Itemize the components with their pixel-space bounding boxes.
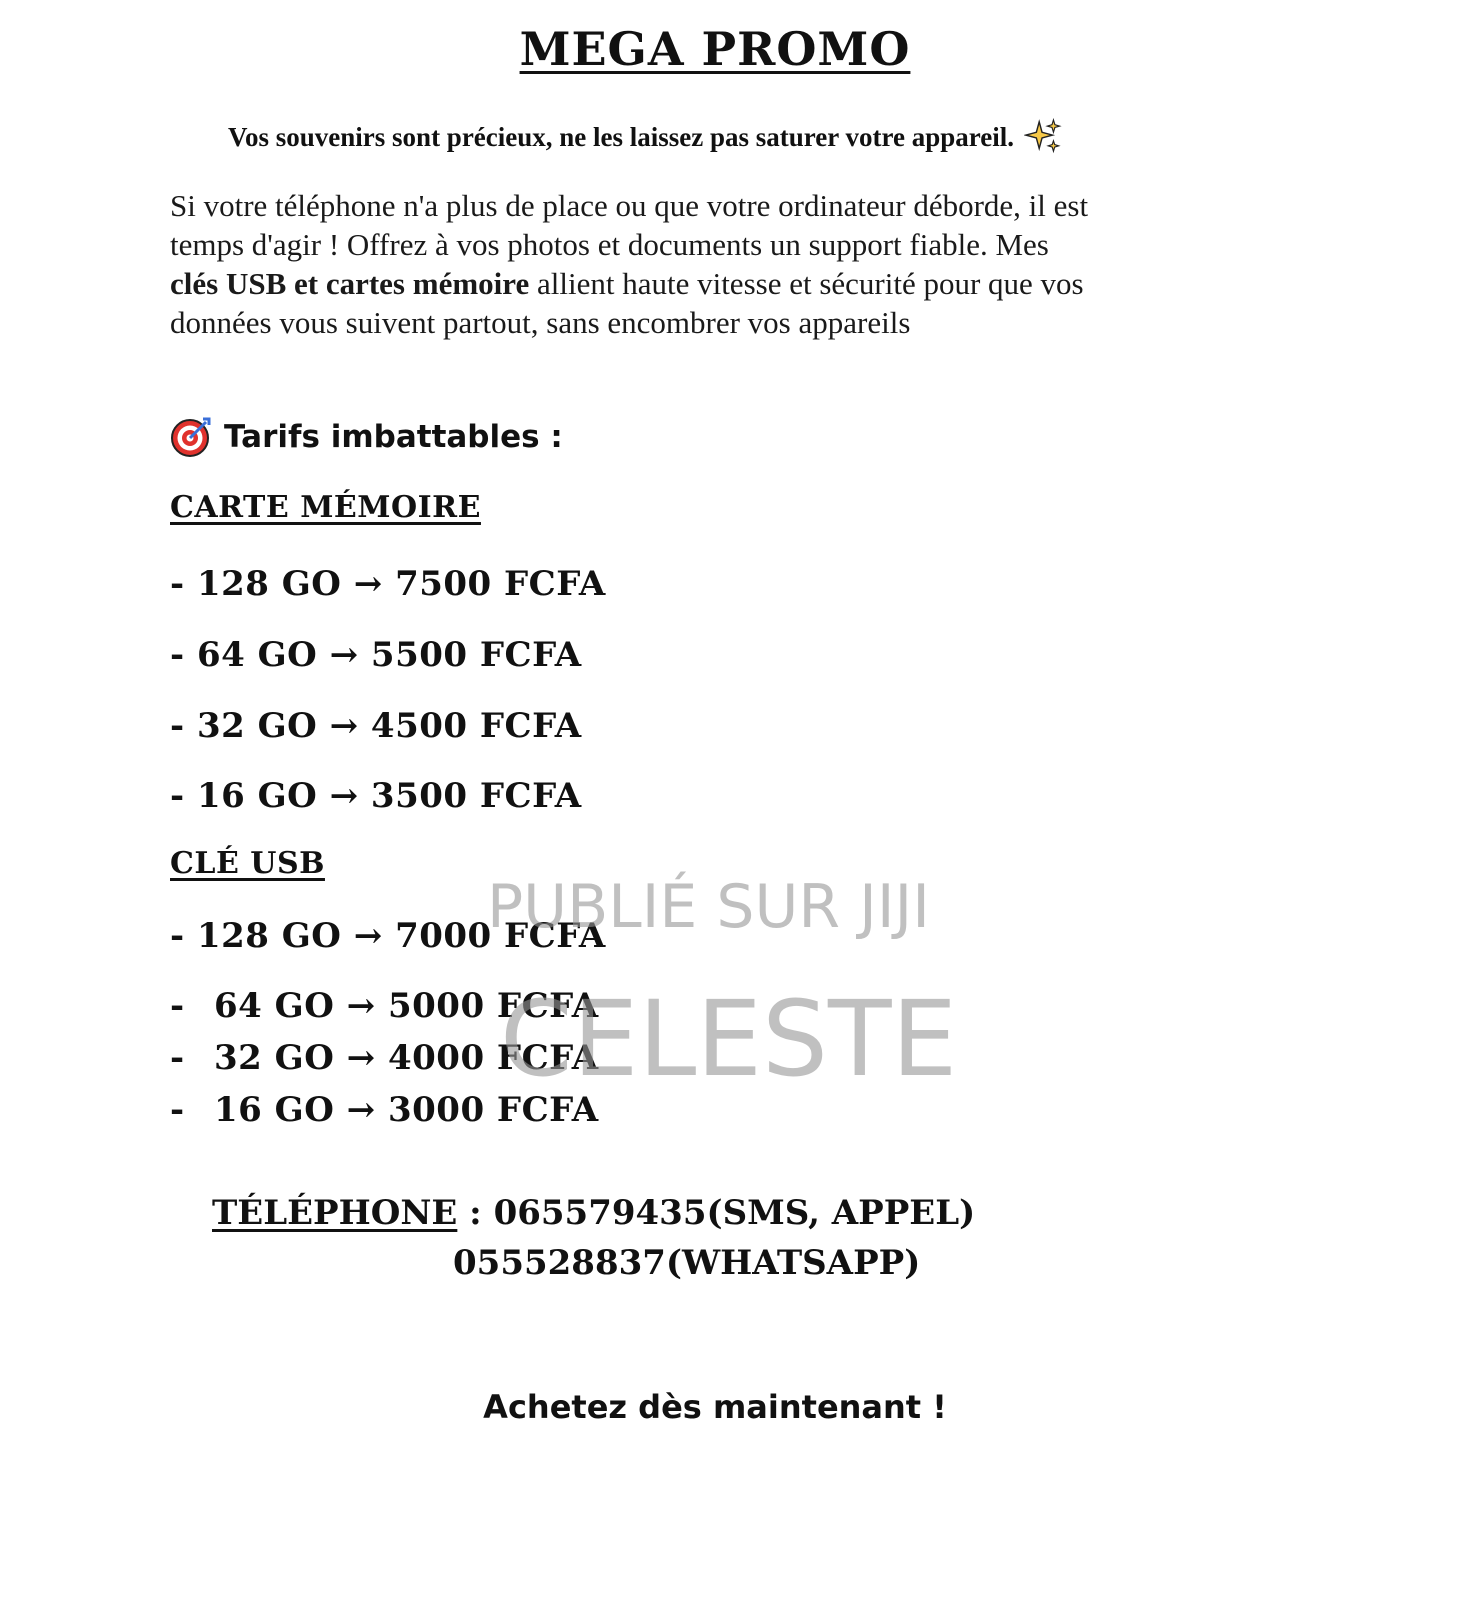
usb-price-32: - 32 GO → 4000 FCFA: [170, 1038, 599, 1078]
memory-card-price-64: - 64 GO → 5500 FCFA: [170, 635, 582, 675]
phone-line-1: [212, 1188, 975, 1238]
tarifs-heading-text: Tarifs imbattables :: [224, 419, 563, 455]
tarifs-heading: [170, 416, 563, 458]
usb-price-128: - 128 GO → 7000 FCFA: [170, 916, 606, 956]
price-text: 32 GO → 4000 FCFA: [214, 1038, 599, 1078]
phone-number-whatsapp[interactable]: 055528837(WHATSAPP): [453, 1243, 921, 1283]
usb-key-heading: CLÉ USB: [170, 846, 325, 881]
phone-label: TÉLÉPHONE: [212, 1193, 458, 1233]
watermark-seller: CELESTE: [500, 978, 958, 1100]
price-text: 64 GO → 5000 FCFA: [214, 986, 599, 1026]
phone-number-sms[interactable]: 065579435(SMS, APPEL): [493, 1193, 976, 1233]
memory-card-price-128: - 128 GO → 7500 FCFA: [170, 564, 606, 604]
memory-card-price-32: - 32 GO → 4500 FCFA: [170, 706, 582, 746]
tagline-text: Vos souvenirs sont précieux, ne les laissez pas saturer votre appareil.: [228, 121, 1015, 152]
price-text: 16 GO → 3000 FCFA: [214, 1090, 599, 1130]
target-icon: [170, 416, 212, 458]
usb-price-16: - 16 GO → 3000 FCFA: [170, 1090, 599, 1130]
memory-card-price-16: - 16 GO → 3500 FCFA: [170, 776, 582, 816]
intro-paragraph: [170, 186, 1100, 342]
page-title: MEGA PROMO: [519, 22, 911, 76]
sparkles-icon: [1024, 118, 1062, 156]
phone-separator: :: [457, 1193, 494, 1233]
intro-text-bold: clés USB et cartes mémoire: [170, 266, 530, 301]
intro-text-end: allient haute vitesse et sécurité pour que vos données vous suivent partout, sans encombrer vos appareils: [170, 266, 1084, 340]
price-text: 16 GO → 3500 FCFA: [196, 776, 582, 816]
price-text: 32 GO → 4500 FCFA: [196, 706, 582, 746]
price-text: 128 GO → 7000 FCFA: [196, 916, 606, 956]
tagline: [228, 118, 1062, 156]
price-text: 64 GO → 5500 FCFA: [196, 635, 582, 675]
usb-price-64: - 64 GO → 5000 FCFA: [170, 986, 599, 1026]
phone-line-2: [212, 1238, 975, 1288]
contact-block: [212, 1188, 975, 1288]
call-to-action: Achetez dès maintenant !: [483, 1388, 947, 1426]
intro-text-start: Si votre téléphone n'a plus de place ou que votre ordinateur déborde, il est temps d'agir ! Offrez à vos photos et documents un support fiable. Mes: [170, 188, 1089, 262]
watermark-published: PUBLIÉ SUR JIJI: [487, 872, 930, 942]
memory-card-heading: CARTE MÉMOIRE: [170, 490, 481, 525]
price-text: 128 GO → 7500 FCFA: [196, 564, 606, 604]
